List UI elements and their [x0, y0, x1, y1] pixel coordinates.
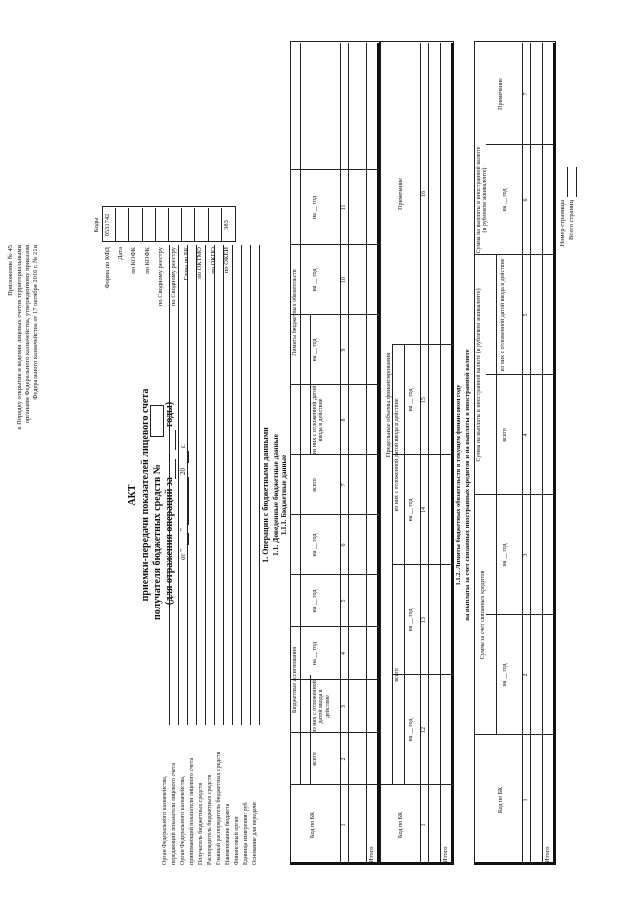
table2-col-number: 15 [421, 397, 427, 403]
codes-header: Коды [93, 217, 100, 233]
org-label-field[interactable] [178, 245, 179, 725]
table3-subheader: на __ год [502, 188, 508, 212]
order-line-3: Федерального казначейства от 17 октября 2016 г. № 21н [32, 245, 39, 400]
table1-col-number: 4 [341, 652, 347, 655]
table1-col-number: 11 [341, 204, 347, 211]
table1-subheader: всего [312, 478, 318, 492]
table1-limits-header: Лимиты бюджетных обязательств [292, 269, 298, 356]
order-line-1: к Порядку открытия и ведения лицевых счетов территориальными [16, 245, 23, 430]
table1-col-line [290, 574, 378, 575]
table1-col-number: 5 [341, 599, 347, 603]
codes-row-divider [208, 208, 209, 242]
table3-col-number: 1 [523, 798, 529, 802]
table1-subheader: на __ год [312, 589, 318, 613]
org-label: принимающий показатели лицевого счета [189, 757, 195, 865]
table3-foreign-header: Сумма на выплаты в иностранной валюте (в рублевом эквиваленте) [476, 288, 482, 462]
org-label-field[interactable] [232, 245, 233, 725]
table1-col-line [290, 384, 378, 385]
org-label-field[interactable] [214, 245, 215, 725]
table3-col-number: 5 [523, 313, 529, 317]
codes-row-divider [168, 208, 169, 242]
table2-col-number: 13 [421, 617, 427, 623]
codes-row-label: по Сводному реестру [170, 247, 177, 307]
table2-sub-line [404, 345, 405, 785]
table1-col-number: 3 [341, 705, 347, 708]
codes-row-label: Дата [117, 247, 125, 260]
table1-subheader: на __ год [312, 195, 318, 220]
table2-subheader: на __ год [408, 388, 414, 412]
table1-data-bottom [366, 43, 367, 865]
codes-row-divider [181, 208, 182, 242]
table1-col-line [290, 784, 378, 785]
codes-row-value[interactable]: 0531742 [104, 213, 111, 237]
table1-subheader: из них с отложенной датой ввода в действие [312, 680, 331, 733]
table1-col-line [290, 732, 378, 733]
org-label-field[interactable] [196, 245, 197, 725]
table2-bottom-thick [451, 43, 454, 865]
table3-num-bottom [530, 43, 531, 865]
codes-row-divider [115, 208, 116, 242]
table3-left-thick [474, 862, 554, 865]
table3-subheader: всего [502, 428, 508, 442]
table1-bottom-thick [377, 43, 380, 865]
table1-subheader: всего [312, 752, 318, 766]
table1-subheader: на __ год [312, 641, 318, 666]
table2-subheader: на __ год [408, 608, 414, 632]
codes-row-label: по ОКПО [209, 247, 217, 274]
act-title-years: годы) [164, 401, 175, 427]
table2-subheader: на __ год [408, 718, 414, 742]
table2-col-line [380, 784, 392, 785]
table2-kbk-header: Код по БК [398, 811, 404, 839]
table1-col-number: 6 [341, 543, 347, 547]
date-year: 20 [179, 468, 187, 475]
appendix-label: Приложение № 45 [7, 245, 14, 296]
section112-title: 1.1.2. Лимиты бюджетных обязательств в текущем финансовом году [455, 384, 462, 586]
table2-note-header: Примечание [398, 178, 404, 210]
table3-note-header: Примечание [498, 78, 504, 110]
table1-col-number: 7 [341, 483, 347, 487]
codes-row-label: по КОФК [130, 247, 138, 274]
table3-col-number: 6 [523, 198, 529, 202]
org-label: Главный распорядитель бюджетных средств [216, 751, 222, 865]
table1-col-line [290, 679, 378, 680]
table1-col-number: 10 [341, 277, 347, 283]
act-title-line3: (для отражения операций за [164, 477, 175, 605]
table2-num-bottom [428, 43, 429, 865]
codes-row-label: по ОКЕИ [222, 247, 230, 274]
table3-total-label: Итого [544, 846, 551, 863]
org-label: Наименование бюджета [225, 803, 231, 865]
table3-linked-header: Сумма за счет связанных кредитов [480, 570, 486, 660]
codes-row-label: по Сводному реестру [156, 247, 164, 307]
table1-col-line [290, 514, 378, 515]
table1-col-line [290, 169, 378, 170]
org-label-field[interactable] [169, 245, 170, 725]
table2-col-number: 12 [421, 727, 427, 733]
table1-col-number: 9 [341, 348, 347, 352]
table3-col-number: 2 [523, 673, 529, 677]
table1-na-line [310, 675, 311, 785]
org-label-field[interactable] [241, 245, 242, 725]
table1-col-line [290, 314, 378, 315]
table2-total-label: Итого [442, 846, 449, 863]
table1-col-line [290, 244, 378, 245]
codes-row-divider [221, 208, 222, 242]
table2-total-header: всего [394, 668, 400, 682]
table2-subheader: на __ год [408, 498, 414, 522]
org-label: Распорядитель бюджетных средств [207, 774, 213, 865]
codes-row-label: по ОКТМО [196, 247, 204, 279]
org-label: Орган Федерального казначейства, [162, 775, 168, 865]
org-label: Основание для передачи [252, 802, 258, 865]
section11-title: 1.1. Доведенные бюджетные данные [271, 434, 280, 556]
table3-bottom-thick [553, 43, 556, 865]
total-pages-field[interactable] [576, 167, 577, 197]
codes-row-label: Форма по КФД [104, 247, 111, 289]
total-pages-label: Всего страниц [568, 200, 575, 240]
table1-col-number: 1 [341, 823, 347, 827]
codes-row-label: Глава по БК [183, 247, 191, 281]
org-label-field[interactable] [250, 245, 251, 725]
act-title-line1: приемки-передачи показателей лицевого счета [140, 388, 151, 602]
org-label-field[interactable] [259, 245, 260, 725]
org-label: Финансовый орган [234, 816, 240, 865]
codes-box [102, 206, 236, 242]
table3-subheader: на __ год [502, 663, 508, 687]
codes-row-divider [194, 208, 195, 242]
table1-kbk-header: Код по БК [310, 811, 316, 839]
table3-col-number: 3 [523, 553, 529, 557]
account-number-box[interactable] [150, 405, 164, 437]
table1-subheader: на __ год [312, 533, 318, 557]
page-number-field[interactable] [567, 167, 568, 197]
section112-title2: на выплаты за счет связанных иностранных кредитов и на выплаты в иностранной валюте [464, 349, 471, 621]
table1-col-line [290, 454, 378, 455]
table3-data-bottom [542, 43, 543, 865]
table3-foreign2-header: Сумма на выплаты в иностранной валюте (в рублевом эквиваленте) [476, 146, 489, 254]
table2-col-number: 16 [421, 191, 427, 197]
org-label: Получатель бюджетных средств [198, 782, 204, 865]
table3-col-number: 4 [523, 433, 529, 437]
table1-left-thick [290, 862, 378, 865]
codes-row-value[interactable]: 383 [222, 220, 230, 230]
table2-title: Предельные объемы финансирования [385, 352, 392, 458]
table1-num-row-bottom [348, 43, 349, 865]
table2-group-line [392, 345, 393, 785]
table3-group-line [496, 255, 497, 735]
section1-title: 1. Операции с бюджетными данными [261, 427, 270, 563]
org-label-field[interactable] [223, 245, 224, 725]
section111-title: 1.1.1. Бюджетные данные [280, 454, 288, 536]
table1-col-number: 8 [341, 418, 347, 422]
org-label-field[interactable] [187, 245, 188, 725]
org-label: Орган Федерального казначейства, [180, 775, 186, 865]
page-number-label: Номер страницы [559, 200, 566, 247]
table2-deferred-header: из них с отложенной датой ввода в действие [394, 398, 400, 512]
codes-row-divider [142, 208, 143, 242]
table1-col-line [290, 626, 378, 627]
order-line-2: органами Федерального казначейства, утвержденному приказом [24, 245, 31, 424]
codes-row-label: по КОФК [143, 247, 151, 274]
act-title: АКТ [127, 484, 138, 506]
table2-col-number: 14 [421, 507, 427, 513]
table3-subheader: из них с отложенной датой ввода в действие [500, 258, 506, 372]
table1-budget-header: Бюджетные ассигнования [292, 647, 298, 713]
org-label: передающий показатели лицевого счета [171, 762, 177, 865]
codes-row-divider [128, 208, 129, 242]
org-label: Единица измерения: руб [243, 802, 249, 865]
table1-subheader: из них с отложенной датой ввода в действие [312, 385, 325, 455]
table2-data-bottom [440, 43, 441, 865]
table1-na-line [310, 315, 311, 455]
table1-subheader: на __ год [312, 268, 318, 292]
table3-col-number: 7 [523, 92, 529, 96]
table3-col-line [486, 144, 554, 145]
table2-col-number: 1 [421, 823, 427, 827]
table3-kbk-header: Код по БК [498, 786, 504, 814]
table1-subheader: на __ год [312, 338, 318, 362]
table1-total-label: Итого [368, 846, 375, 863]
table1-group-line [300, 43, 301, 785]
table1-col-number: 2 [341, 757, 347, 761]
codes-row-divider [155, 208, 156, 242]
act-title-line2: получателя бюджетных средств № [152, 464, 163, 620]
org-label-field[interactable] [205, 245, 206, 725]
document-page: Приложение № 45 к Порядку открытия и ведения лицевых счетов территориальными органами Федерального казначейства, утвержденному приказом Федерального казначейства от 17 октября 2016 г. № 21н АКТ приемки-передачи показателей лицевого счета получателя бюджетных средств № (для отражения операций за - годы) от " " 20 г. Коды 1. Операции с бюджетными данными 1.1. Доведенные бюджетные данные 1.1.1. Бюджетные данные Предельные объемы финансирования 1.1.2. Лимиты бюджетных обязательств в текущем финансовом году на выплаты за счет связанных иностранных кредитов и на выплаты в иностранной валюте Номер страницы Всего страниц Форма по КФД 0531742 Дата по КОФК по КОФК по Сводному реестру по Сводному реестру Глава по БК по ОКТМО по ОКПО по ОКЕИ 383 Орган Федерального казначейства, передающий показатели лицевого счета Орган Федерального казначейства, принимающий показатели лицевого счета Получатель бюджетных средств Распорядитель бюджетных средств Главный распорядитель бюджетных средств Наименование бюджета Финансовый орган Единица измерения: руб Основание для передачи Код по БК Бюджетные ассигнования Лимиты бюджетных обязательств всего из них с отложенной датой ввода в действие на __ год на __ год на __ год всего из них с отложенной датой ввода в действие на __ год на __ год на __ год 1 2 3 4 5 6 7 8 9 10 11 Итого Код по БК всего из них с отложенной датой ввода в действие Примечание на __ год на __ год на __ год на __ год 1 12 13 14 15 16 Итого Код по БК Сумма за счет связанных кредитов Сумма на выплаты в иностранной валюте (в рублевом эквиваленте) Сумма на выплаты в иностранной валюте (в рублевом эквиваленте) Примечание на __ год на __ год всего из них с отложенной датой ввода в действие на __ год 1 2 3 4 5 6 7 Итого [0, 0, 640, 905]
table3-subheader: на __ год [502, 543, 508, 567]
date-from: от " [179, 548, 187, 560]
